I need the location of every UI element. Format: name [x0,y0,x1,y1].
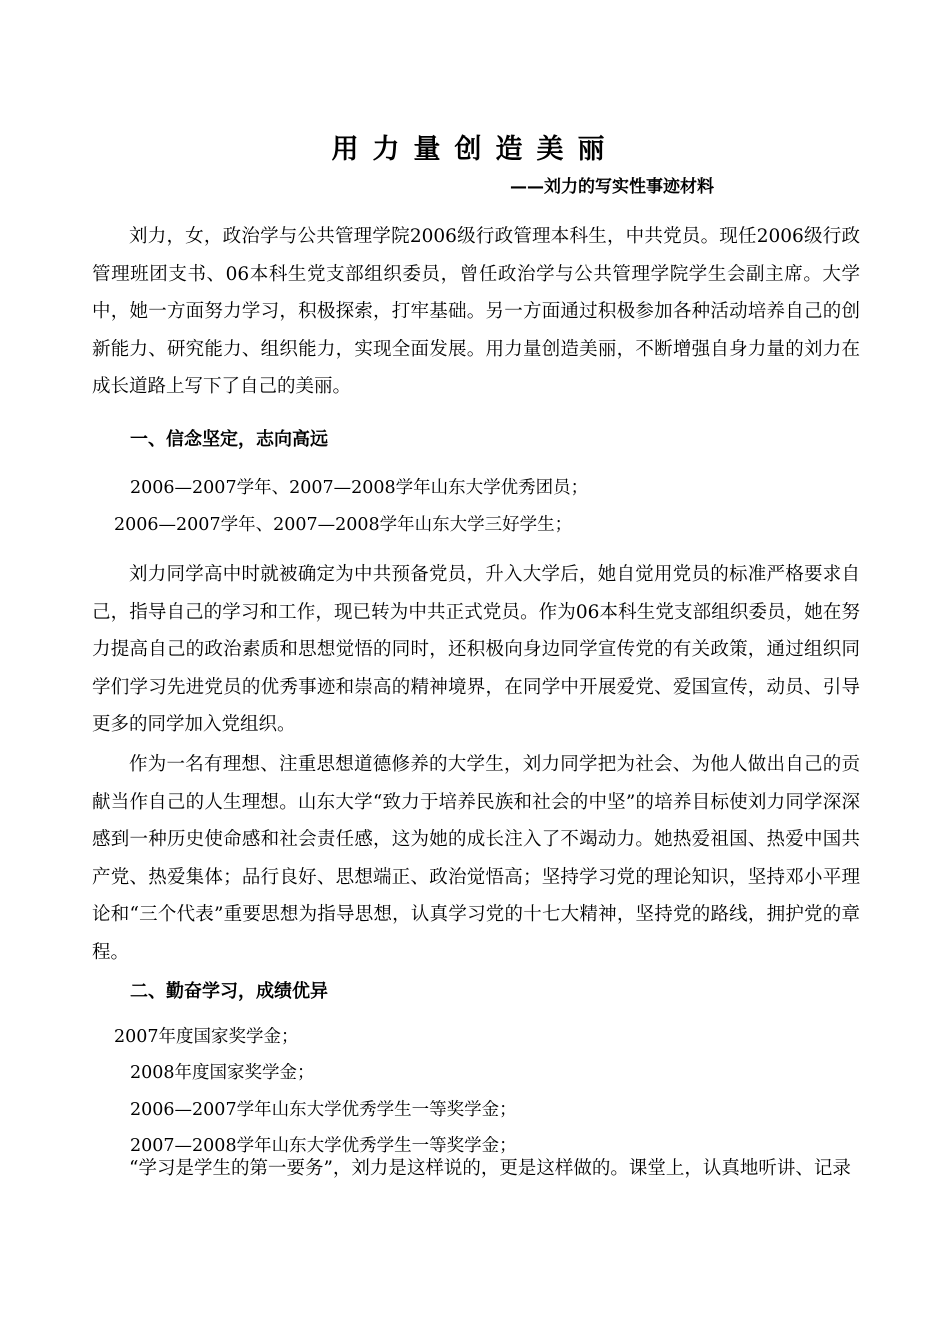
section1-award-2: 2006—2007学年、2007—2008学年山东大学三好学生； [114,515,573,535]
section1-heading: 一、信念坚定，志向高远 [130,429,328,450]
section2-award-4: 2007—2008学年山东大学优秀学生一等奖学金； [130,1136,517,1156]
section2-heading: 二、勤奋学习，成绩优异 [130,981,328,1002]
section2-award-2: 2008年度国家奖学金； [130,1063,315,1083]
section2-paragraph-1: “学习是学生的第一要务”，刘力是这样说的，更是这样做的。课堂上，认真地听讲、记录 [129,1158,851,1179]
section2-award-3: 2006—2007学年山东大学优秀学生一等奖学金； [130,1100,517,1120]
intro-paragraph: 刘力，女，政治学与公共管理学院2006级行政管理本科生，中共党员。现任2006级行政管理班团支书、06本科生党支部组织委员，曾任政治学与公共管理学院学生会副主席。大学中，她一方面努力学习，积极探索，打牢基础。另一方面通过积极参加各种活动培养自己的创新能力、研究能力、组织能力，实现全面发展。用力量创造美丽，不断增强自身力量的刘力在成长道路上写下了自己的美丽。 [92,226,860,397]
section1-award-1: 2006—2007学年、2007—2008学年山东大学优秀团员； [130,478,589,498]
document-subtitle: ——刘力的写实性事迹材料 [510,177,714,197]
section1-paragraph-2: 作为一名有理想、注重思想道德修养的大学生，刘力同学把为社会、为他人做出自己的贡献当作自己的人生理想。山东大学“致力于培养民族和社会的中坚”的培养目标使刘力同学深深感到一种历史使命感和社会责任感，这为她的成长注入了不竭动力。她热爱祖国、热爱中国共产党、热爱集体；品行良好、思想端正、政治觉悟高；坚持学习党的理论知识，坚持邓小平理论和“三个代表”重要思想为指导思想，认真学习党的十七大精神，坚持党的路线，拥护党的章程。 [92,754,860,963]
section1-paragraph-1: 刘力同学高中时就被确定为中共预备党员，升入大学后，她自觉用党员的标准严格要求自己，指导自己的学习和工作，现已转为中共正式党员。作为06本科生党支部组织委员，她在努力提高自己的政治素质和思想觉悟的同时，还积极向身边同学宣传党的有关政策，通过组织同学们学习先进党员的优秀事迹和崇高的精神境界，在同学中开展爱党、爱国宣传，动员、引导更多的同学加入党组织。 [92,564,860,735]
document-title: 用力量创造美丽 [331,134,619,165]
section2-award-1: 2007年度国家奖学金； [114,1027,299,1047]
